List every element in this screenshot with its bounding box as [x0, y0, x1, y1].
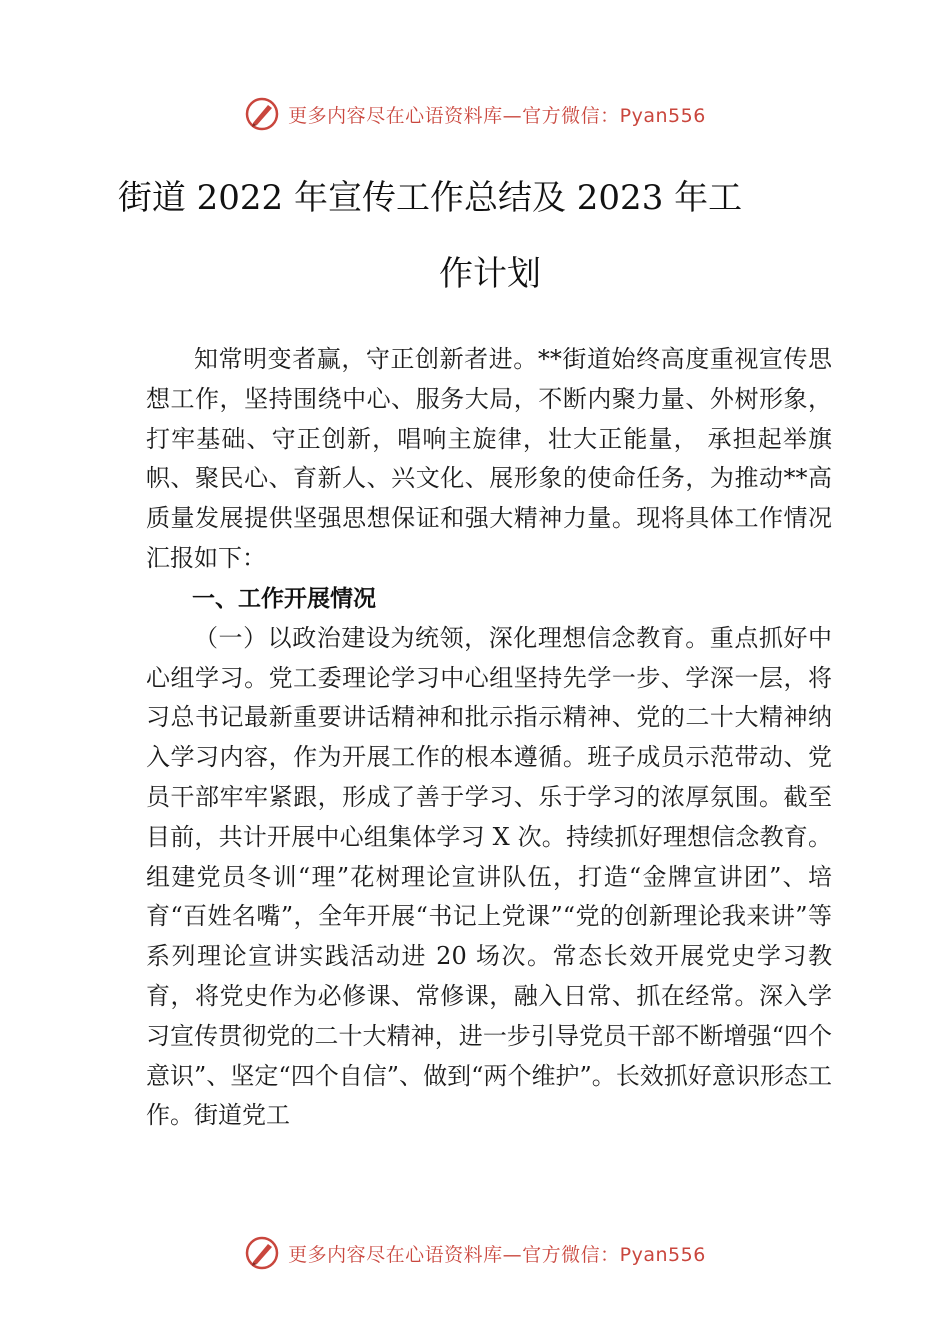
- title-line-1: 街道 2022 年宣传工作总结及 2023 年工: [117, 178, 743, 218]
- pen-logo-icon: [244, 1235, 280, 1271]
- footer-watermark: [0, 1233, 950, 1273]
- watermark-text: 更多内容尽在心语资料库—官方微信：Pyan556: [288, 1243, 706, 1266]
- title-line-2: 作计划: [439, 254, 541, 294]
- section-heading: 一、工作开展情况: [192, 585, 376, 612]
- body-paragraph: （一）以政治建设为统领，深化理想信念教育。重点抓好中心组学习。党工委理论学习中心组坚持先学一步、学深一层，将习总书记最新重要讲话精神和批示指示精神、党的二十大精神纳入学习内容，作为开展工作的根本遵循。班子成员示范带动、党员干部牢牢紧跟，形成了善于学习、乐于学习的浓厚氛围。截至目前，共计开展中心组集体学习 X 次。持续抓好理想信念教育。组建党员冬训“理”花树理论宣讲队伍，打造“金牌宣讲团”、培育“百姓名嘴”，全年开展“书记上党课”“党的创新理论我来讲”等系列理论宣讲实践活动进 20 场次。常态长效开展党史学习教育，将党史作为必修课、常修课，融入日常、抓在经常。深入学习宣传贯彻党的二十大精神，进一步引导党员干部不断增强“四个意识”、坚定“四个自信”、做到“两个维护”。长效抓好意识形态工作。街道党工: [146, 623, 832, 1130]
- pen-logo-icon: [244, 96, 280, 132]
- header-watermark: [0, 94, 950, 134]
- document-title: [0, 160, 950, 312]
- watermark-text: 更多内容尽在心语资料库—官方微信：Pyan556: [288, 104, 706, 127]
- intro-paragraph: 知常明变者赢，守正创新者进。**街道始终高度重视宣传思想工作，坚持围绕中心、服务大局，不断内聚力量、外树形象，打牢基础、守正创新，唱响主旋律，壮大正能量， 承担起举旗帜、聚民心、育新人、兴文化、展形象的使命任务，为推动**高质量发展提供坚强思想保证和强大精神力量。现将具体工作情况汇报如下：: [146, 345, 832, 572]
- document-body: [146, 340, 832, 1136]
